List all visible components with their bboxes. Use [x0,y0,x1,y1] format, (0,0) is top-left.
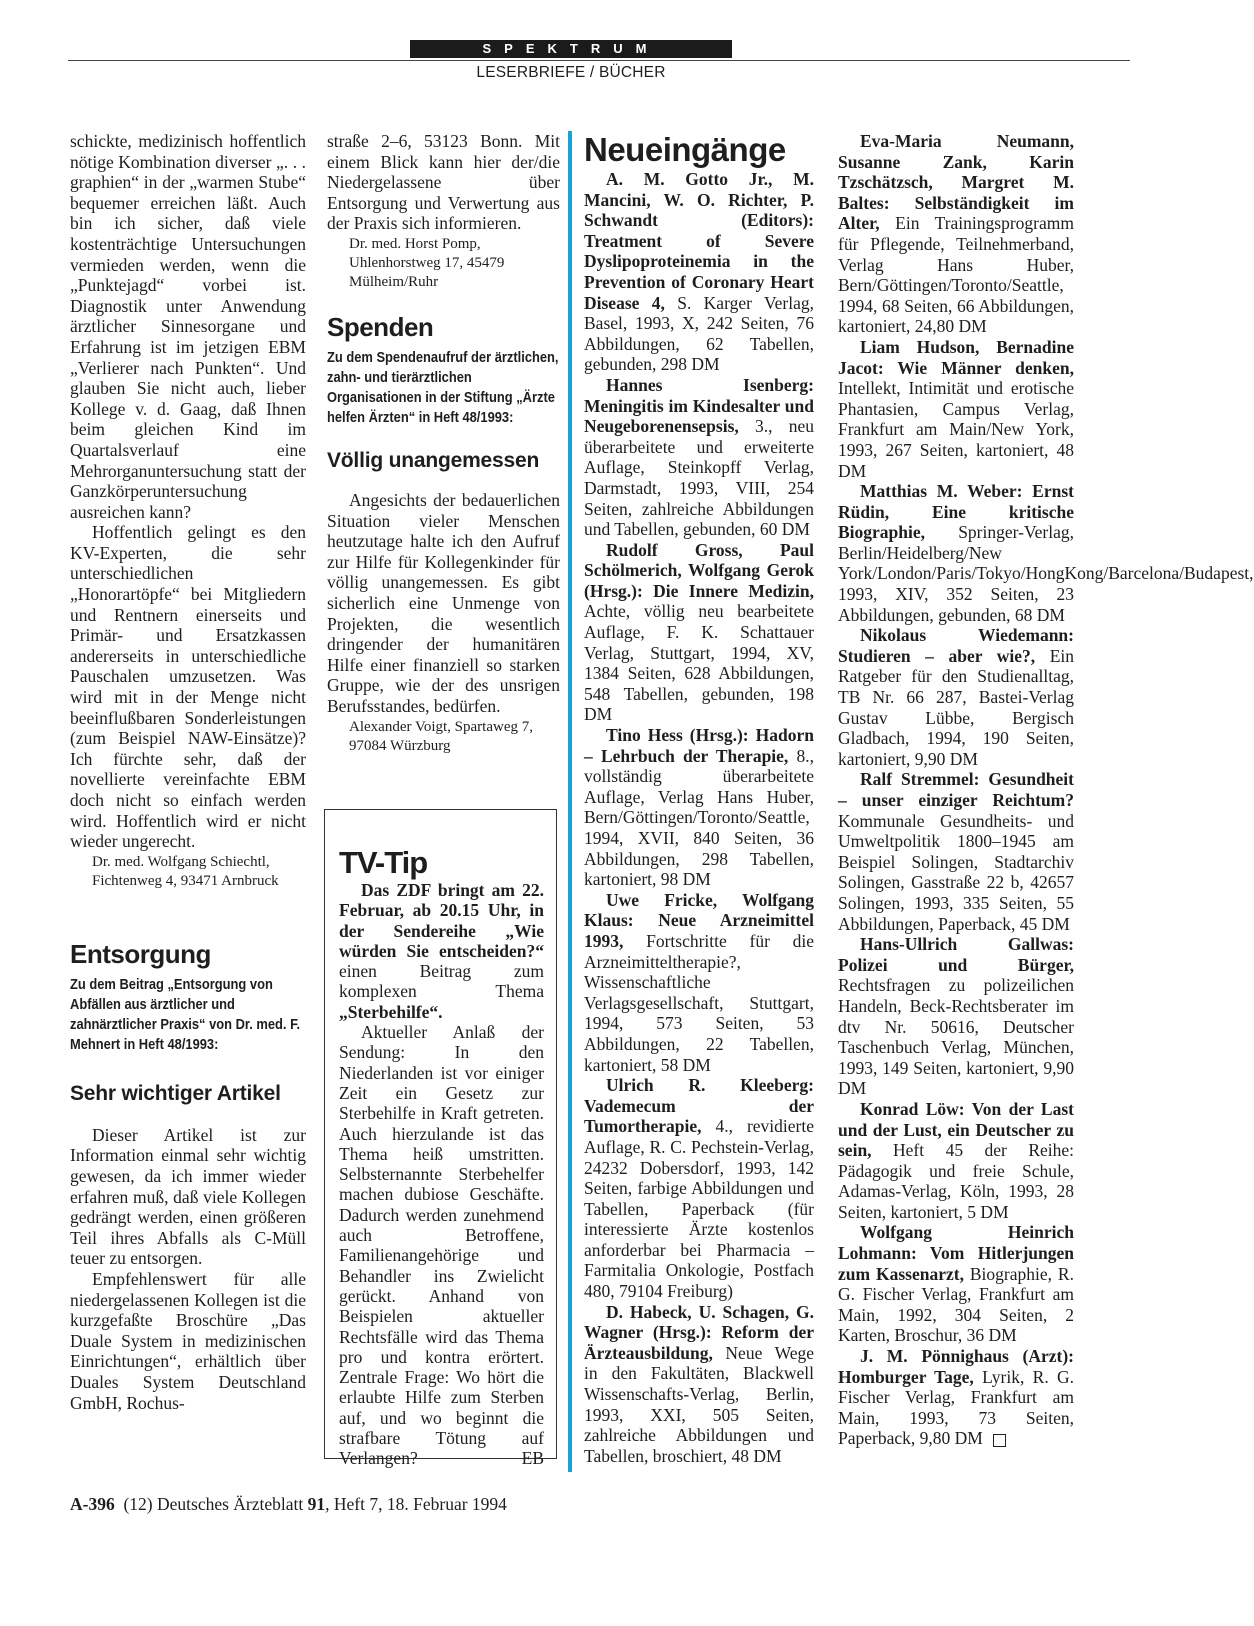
book-entry [838,1222,1074,1346]
letter-paragraph: Angesichts der bedauerlichen Situation vieler Menschen heutzutage halte ich den Aufruf zur Hilfe für Kollegenkinder für völlig unangemessen. Es gibt sicherlich eine Unmenge von Projekten, die wesentlich dringender der humanitären Hilfe einer finanziell so starken Gruppe, wie der des unsrigen Berufsstandes, bedürfen. [327,489,560,716]
book-entry [584,725,814,890]
book-details: Intellekt, Intimität und erotische Phantasien, Campus Verlag, Frankfurt am Main/New York, 1993, 267 Seiten, kartoniert, 48 DM [838,378,1074,481]
header-rule [68,60,1130,61]
book-entry [584,1075,814,1302]
book-entry [838,131,1074,337]
column-1 [70,131,306,1413]
book-title: D. Habeck, U. Schagen, G. Wagner (Hrsg.): Reform der Ärzteausbildung, [584,1301,814,1363]
column-2 [327,131,560,756]
book-details: Kommunale Gesundheits- und Umweltpolitik 1800–1945 am Beispiel Solingen, Stadtarchiv Solingen, Gasstraße 22 b, 42657 Solingen, 1993, 335 Seiten, 55 Abbildungen, Paperback, 45 DM [838,810,1074,934]
book-details: 4., revidierte Auflage, R. C. Pechstein-Verlag, 24232 Dobersdorf, 1993, 142 Seiten, farbige Abbildungen und Tabellen, Paperback (für interessierte Ärzte kostenlos anforderbar bei Pharmacia – Farmitalia Onkologie, Postfach 480, 79104 Freiburg) [584,1116,814,1302]
section-banner: SPEKTRUM [410,40,732,58]
letter-signature: Dr. med. Wolfgang Schiechtl, Fichtenweg 4, 93471 Arnbruck [92,853,279,889]
book-details: S. Karger Verlag, Basel, 1993, X, 242 Seiten, 76 Abbildungen, 62 Tabellen, gebunden, 298 DM [584,292,814,375]
issue-info: , Heft 7, 18. Februar 1994 [325,1494,507,1514]
page-footer [70,1494,507,1515]
book-details: Achte, völlig neu bearbeitete Auflage, F. K. Schattauer Verlag, Stuttgart, 1994, XV, 1384 Seiten, 628 Abbildungen, 548 Tabellen, gebunden, 198 DM [584,601,814,725]
book-title: Ralf Stremmel: Gesundheit – unser einziger Reichtum? [838,769,1074,810]
subsection-label: LESERBRIEFE / BÜCHER [476,64,666,81]
section-heading-entsorgung: Entsorgung [70,938,211,969]
end-mark-icon [993,1434,1006,1447]
tv-tip-lead [339,880,544,1022]
tv-tip-topic: „Sterbehilfe“. [339,1001,443,1022]
column-4 [838,131,1254,1449]
page-number: (12) [123,1494,153,1514]
tv-tip-body [339,1022,544,1469]
book-title: Nikolaus Wiedemann: Studieren – aber wie?, [838,625,1074,666]
book-title: J. M. Pönnighaus (Arzt): Homburger Tage, [838,1346,1074,1387]
book-entry [838,337,1074,481]
section-heading-neueingaenge: Neueingänge [584,131,786,168]
book-entry [584,375,814,540]
book-title: Tino Hess (Hrsg.): Hadorn – Lehrbuch der Therapie, [584,725,814,766]
book-entry [838,934,1074,1099]
accent-bar [568,131,572,1472]
book-entry [838,1346,1074,1449]
book-details: Springer-Verlag, Berlin/Heidelberg/New York/London/Paris/Tokyo/HongKong/Barcelona/Budapest, 1993, XIV, 352 Seiten, 23 Abbildungen, gebunden, 68 DM [838,522,1254,625]
book-title: Matthias M. Weber: Ernst Rüdin, Eine kritische Biographie, [838,481,1074,543]
volume-number: 91 [307,1494,326,1514]
book-details: Rechtsfragen zu polizeilichen Handeln, Beck-Rechtsberater im dtv Nr. 50616, Deutscher Taschenbuch Verlag, München, 1993, 149 Seiten, kartoniert, 9,90 DM [838,975,1074,1099]
book-details: 8., vollständig überarbeitete Auflage, Verlag Hans Huber, Bern/Göttingen/Toronto/Seattle, 1994, XVII, 840 Seiten, 36 Abbildungen, 298 Tabellen, kartoniert, 98 DM [584,745,815,890]
book-details: Heft 45 der Reihe: Pädagogik und freie Schule, Adamas-Verlag, Köln, 1993, 28 Seiten, kartoniert, 5 DM [838,1140,1074,1222]
tv-tip-initials: EB [521,1448,544,1469]
letter-paragraph: Hoffentlich gelingt es den KV-Experten, die sehr unterschiedlichen „Honorartöpfe“ bei Mitgliedern und Rentnern einerseits und Primär- und Ersatzkassen andererseits in unterschiedliche Pauschalen umzusetzen. Was wird mit in der Menge nicht beeinflußbaren Sonderleistungen (zum Beispiel NAW-Einsätze)? Ich fürchte sehr, daß der novellierte vereinfachte EBM doch nicht so einfach werden wird. Hoffentlich wird er nicht wieder ungerecht. [70,522,306,852]
letter-paragraph: Empfehlenswert für alle niedergelassenen Kollegen ist die kurzgefaßte Broschüre „Das Duale System in medizinischen Einrichtungen“, erhältlich über Duales System Deutschland GmbH, Rochus- [70,1268,306,1413]
letter-paragraph: straße 2–6, 53123 Bonn. Mit einem Blick kann hier der/die Niedergelassene über Entsorgung und Verwertung aus der Praxis sich informieren. [327,131,560,234]
book-details: Biographie, R. G. Fischer Verlag, Frankfurt am Main, 1992, 304 Seiten, 2 Karten, Broschur, 36 DM [838,1263,1074,1346]
tv-tip-box [324,809,557,1469]
book-title: Ulrich R. Kleeberg: Vademecum der Tumortherapie, [584,1075,814,1137]
book-entry [838,625,1074,769]
tv-tip-lead-text: einen Beitrag zum komplexen Thema [339,961,544,1002]
tv-tip-lead-bold: Das ZDF bringt am 22. Februar, ab 20.15 Uhr, in der Sendereihe „Wie würden Sie entscheiden?“ [339,880,544,961]
book-entry [838,769,1074,934]
book-details: Ein Trainingsprogramm für Pflegende, Teilnehmerband, Verlag Hans Huber, Bern/Göttingen/Toronto/Seattle, 1994, 68 Seiten, 66 Abbildungen, kartoniert, 24,80 DM [838,213,1074,337]
section-intro: Zu dem Spendenaufruf der ärztlichen, zahn- und tierärztlichen Organisationen in der Stiftung „Ärzte helfen Ärzten“ in Heft 48/1993: [327,348,559,426]
column-3 [584,131,814,1466]
letter-signature: Dr. med. Horst Pomp, Uhlenhorstweg 17, 45479 Mülheim/Ruhr [349,235,505,290]
letter-paragraph: schickte, medizinisch hoffentlich nötige Kombination diverser „. . . graphien“ in der „warmen Stube“ bequemer erreichen läßt. Auch bin ich sicher, daß viele kostenträchtige Untersuchungen vermieden werden, wenn die „Punktejagd“ vorbei ist. Diagnostik unter Anwendung ärztlicher Sinnesorgane und Erfahrung ist im jetzigen EBM „Verlierer nach Punkten“. Und glauben Sie nicht auch, lieber Kollege v. d. Gaag, daß Ihnen beim gleichen Kind im Quartalsverlauf eine Mehrorganuntersuchung statt der Ganzkörperuntersuchung ausreichen kann? [70,131,306,522]
tv-tip-body-text: Aktueller Anlaß der Sendung: In den Niederlanden ist vor einiger Zeit ein Gesetz zur Sterbehilfe in Kraft getreten. Auch hierzulande ist das Thema heiß umstritten. Selbsternannte Sterbehelfer machen dubiose Geschäfte. Dadurch werden zunehmend auch Betroffene, Familienangehörige und Behandler ins Zwielicht gerückt. Anhand von Beispielen aktueller Rechtsfälle wird das Thema pro und kontra erörtert. Zentrale Frage: Wo hört die erlaubte Hilfe zum Sterben auf, und wo beginnt die strafbare Tötung auf Verlangen? [339,1022,544,1469]
book-entry [838,481,1254,625]
book-title: Wolfgang Heinrich Lohmann: Vom Hitlerjungen zum Kassenarzt, [838,1222,1074,1284]
letter-title: Völlig unangemessen [327,448,540,472]
book-details: 3., neu überarbeitete und erweiterte Auflage, Steinkopff Verlag, Darmstadt, 1993, VIII, 254 Seiten, zahlreiche Abbildungen und Tabellen, gebunden, 60 DM [584,416,814,540]
book-details: Fortschritte für die Arzneimitteltherapie?, Wissenschaftliche Verlagsgesellschaft, Stuttgart, 1994, 573 Seiten, 53 Abbildungen, 22 Tabellen, kartoniert, 58 DM [584,930,814,1075]
book-title: Hannes Isenberg: Meningitis im Kindesalter und Neugeborenensepsis, [584,374,814,437]
book-details: Lyrik, R. G. Fischer Verlag, Frankfurt am Main, 1993, 73 Seiten, Paperback, 9,80 DM [838,1366,1074,1449]
folio: A-396 [70,1494,115,1514]
book-entry [584,540,814,725]
book-entry [838,1099,1074,1223]
section-heading-spenden: Spenden [327,311,434,342]
section-intro: Zu dem Beitrag „Entsorgung von Abfällen aus ärztlicher und zahnärztlicher Praxis“ von Dr. med. F. Mehnert in Heft 48/1993: [70,975,301,1053]
book-title: A. M. Gotto Jr., M. Mancini, W. O. Richter, P. Schwandt (Editors): Treatment of Severe Dyslipoproteinemia in the Prevention of Coronary Heart Disease 4, [584,169,814,313]
letter-signature: Alexander Voigt, Spartaweg 7, 97084 Würzburg [349,718,533,754]
book-details: Ein Ratgeber für den Studienalltag, TB Nr. 66 287, Bastei-Verlag Gustav Lübbe, Bergisch Gladbach, 1994, 190 Seiten, kartoniert, 9,90 DM [838,645,1075,769]
book-title: Uwe Fricke, Wolfgang Klaus: Neue Arzneimittel 1993, [584,889,814,951]
tv-tip-title: TV-Tip [339,845,428,880]
book-title: Eva-Maria Neumann, Susanne Zank, Karin Tzschätzsch, Margret M. Baltes: Selbständigkeit im Alter, [838,131,1074,234]
book-entry [584,890,814,1075]
letter-paragraph: Dieser Artikel ist zur Information einmal sehr wichtig gewesen, da ich immer wieder erfahren muß, daß viele Kollegen gedrängt werden, einen größeren Teil ihres Abfalls als C-Müll teuer zu entsorgen. [70,1124,306,1269]
book-title: Liam Hudson, Bernadine Jacot: Wie Männer denken, [838,336,1074,378]
book-title: Hans-Ullrich Gallwas: Polizei und Bürger, [838,934,1074,975]
book-title: Konrad Löw: Von der Last und der Lust, ein Deutscher zu sein, [838,1098,1074,1161]
book-entry [584,1302,814,1467]
journal-name: Deutsches Ärzteblatt [157,1494,304,1514]
letter-title: Sehr wichtiger Artikel [70,1081,281,1105]
book-title: Rudolf Gross, Paul Schölmerich, Wolfgang Gerok (Hrsg.): Die Innere Medizin, [584,539,814,601]
book-entry [584,169,814,375]
book-details: Neue Wege in den Fakultäten, Blackwell Wissenschafts-Verlag, Berlin, 1993, XXI, 505 Seiten, zahlreiche Abbildungen und Tabellen, broschiert, 48 DM [584,1342,814,1466]
